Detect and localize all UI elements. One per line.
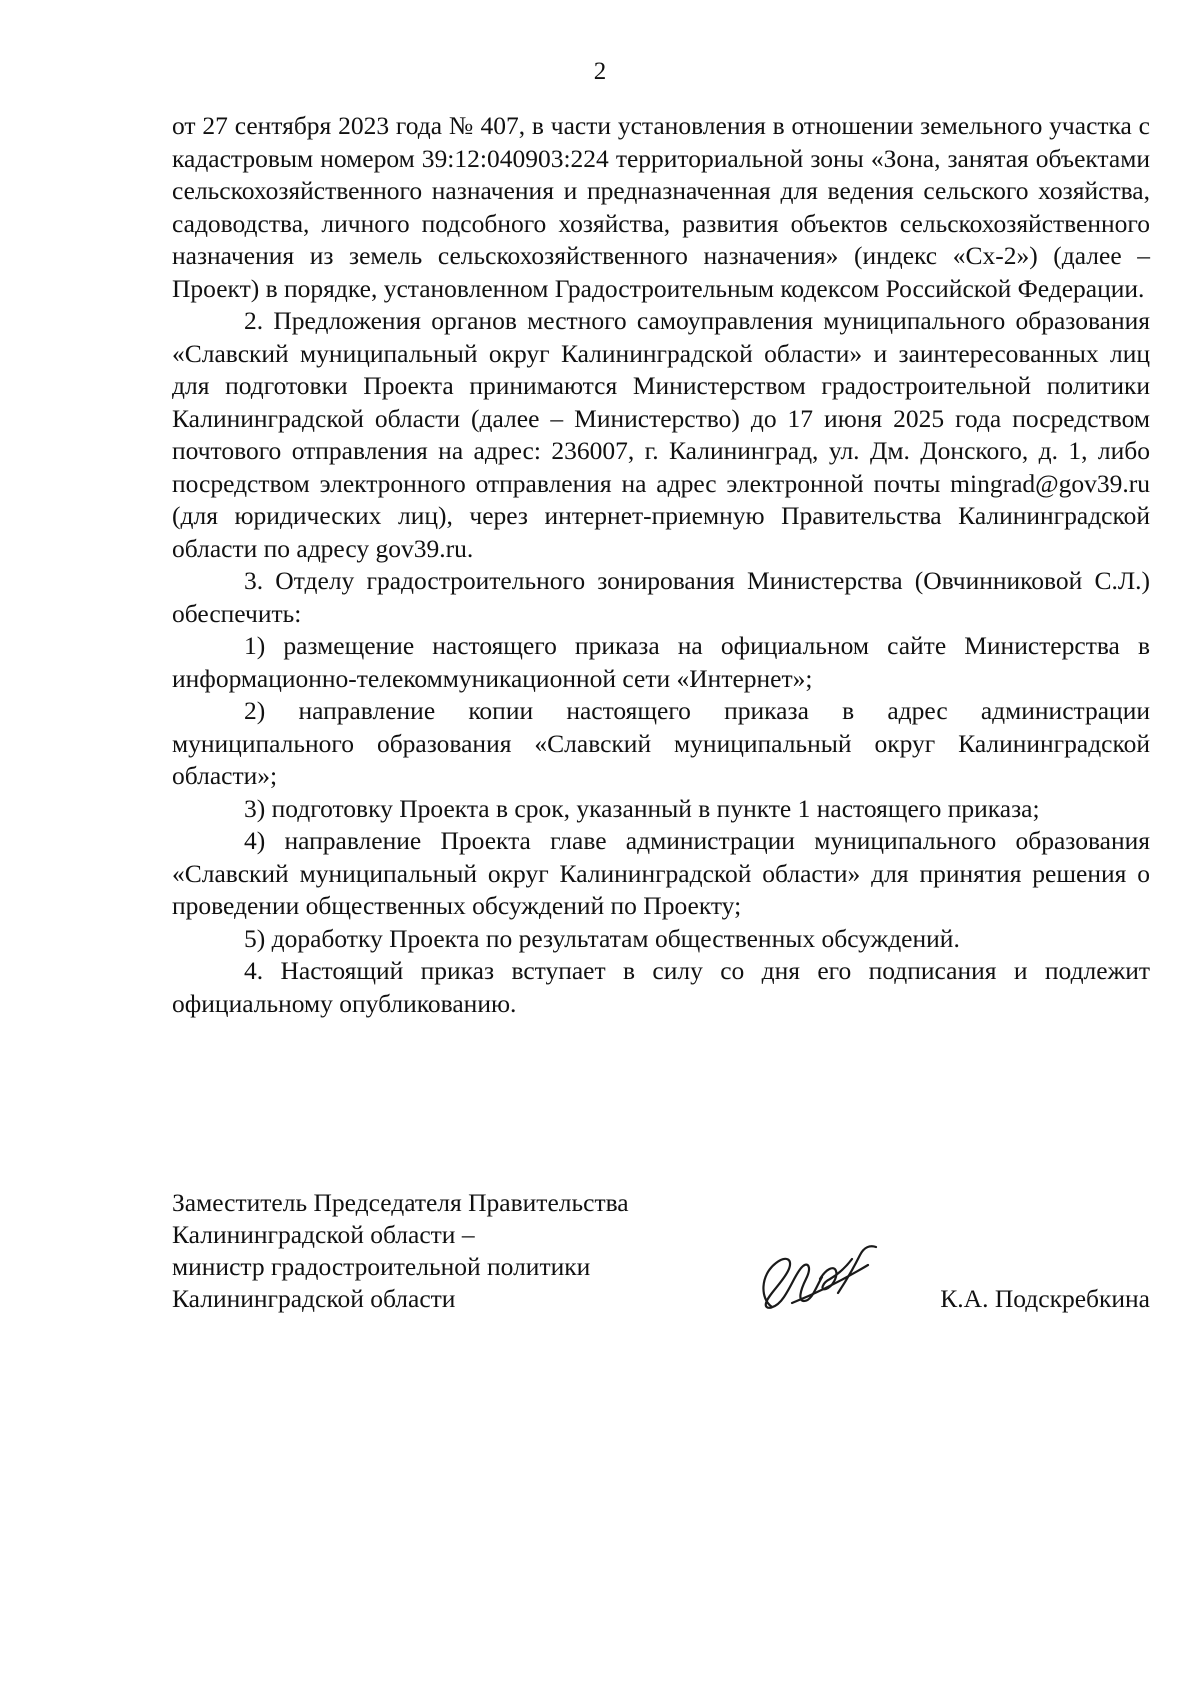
signatory-title-line: Калининградской области – xyxy=(172,1220,475,1249)
handwritten-signature xyxy=(742,1237,882,1317)
paragraph-subitem-5: 5) доработку Проекта по результатам общественных обсуждений. xyxy=(244,923,960,953)
paragraph-subitem-3: 3) подготовку Проекта в срок, указанный в пункте 1 настоящего приказа; xyxy=(244,793,1040,823)
paragraph-subitem-1: 1) размещение настоящего приказа на официальном сайте Министерства в информационно-телекоммуникационной сети «Интернет»; xyxy=(172,631,1150,693)
paragraph-item-2: 2. Предложения органов местного самоуправления муниципального образования «Славский муниципальный округ Калининградской области» и заинтересованных лиц для подготовки Проекта принимаются Министерством градостроительной политики Калининградской области (далее – Министерство) до 17 июня 2025 года посредством почтового отправления на адрес: 236007, г. Калининград, ул. Дм. Донского, д. 1, либо посредством электронного отправления на адрес электронной почты mingrad@gov39.ru (для юридических лиц), через интернет-приемную Правительства Калининградской области по адресу gov39.ru. xyxy=(172,306,1150,563)
signatory-title-line: Калининградской области xyxy=(172,1284,456,1313)
signatory-name: К.А. Подскребкина xyxy=(940,1284,1150,1313)
signature-block xyxy=(172,1187,1150,1327)
paragraph-subitem-2: 2) направление копии настоящего приказа в адрес администрации муниципального образования «Славский муниципальный округ Калининградской области»; xyxy=(172,696,1150,790)
paragraph-continuation: от 27 сентября 2023 года № 407, в части установления в отношении земельного участка с кадастровым номером 39:12:040903:224 территориальной зоны «Зона, занятая объектами сельскохозяйственного назначения и предназначенная для ведения сельского хозяйства, садоводства, личного подсобного хозяйства, развития объектов сельскохозяйственного назначения из земель сельскохозяйственного назначения» (индекс «Сх-2») (далее – Проект) в порядке, установленном Градостроительным кодексом Российской Федерации. xyxy=(172,111,1150,303)
signatory-title-line: министр градостроительной политики xyxy=(172,1252,591,1281)
signatory-title-line: Заместитель Председателя Правительства xyxy=(172,1188,629,1217)
paragraph-item-3: 3. Отделу градостроительного зонирования Министерства (Овчинниковой С.Л.) обеспечить: xyxy=(172,566,1150,628)
document-body xyxy=(172,110,1150,1020)
page-number: 2 xyxy=(593,58,607,85)
paragraph-item-4: 4. Настоящий приказ вступает в силу со дня его подписания и подлежит официальному опубликованию. xyxy=(172,956,1150,1018)
paragraph-subitem-4: 4) направление Проекта главе администрации муниципального образования «Славский муниципальный округ Калининградской области» для принятия решения о проведении общественных обсуждений по Проекту; xyxy=(172,826,1150,920)
